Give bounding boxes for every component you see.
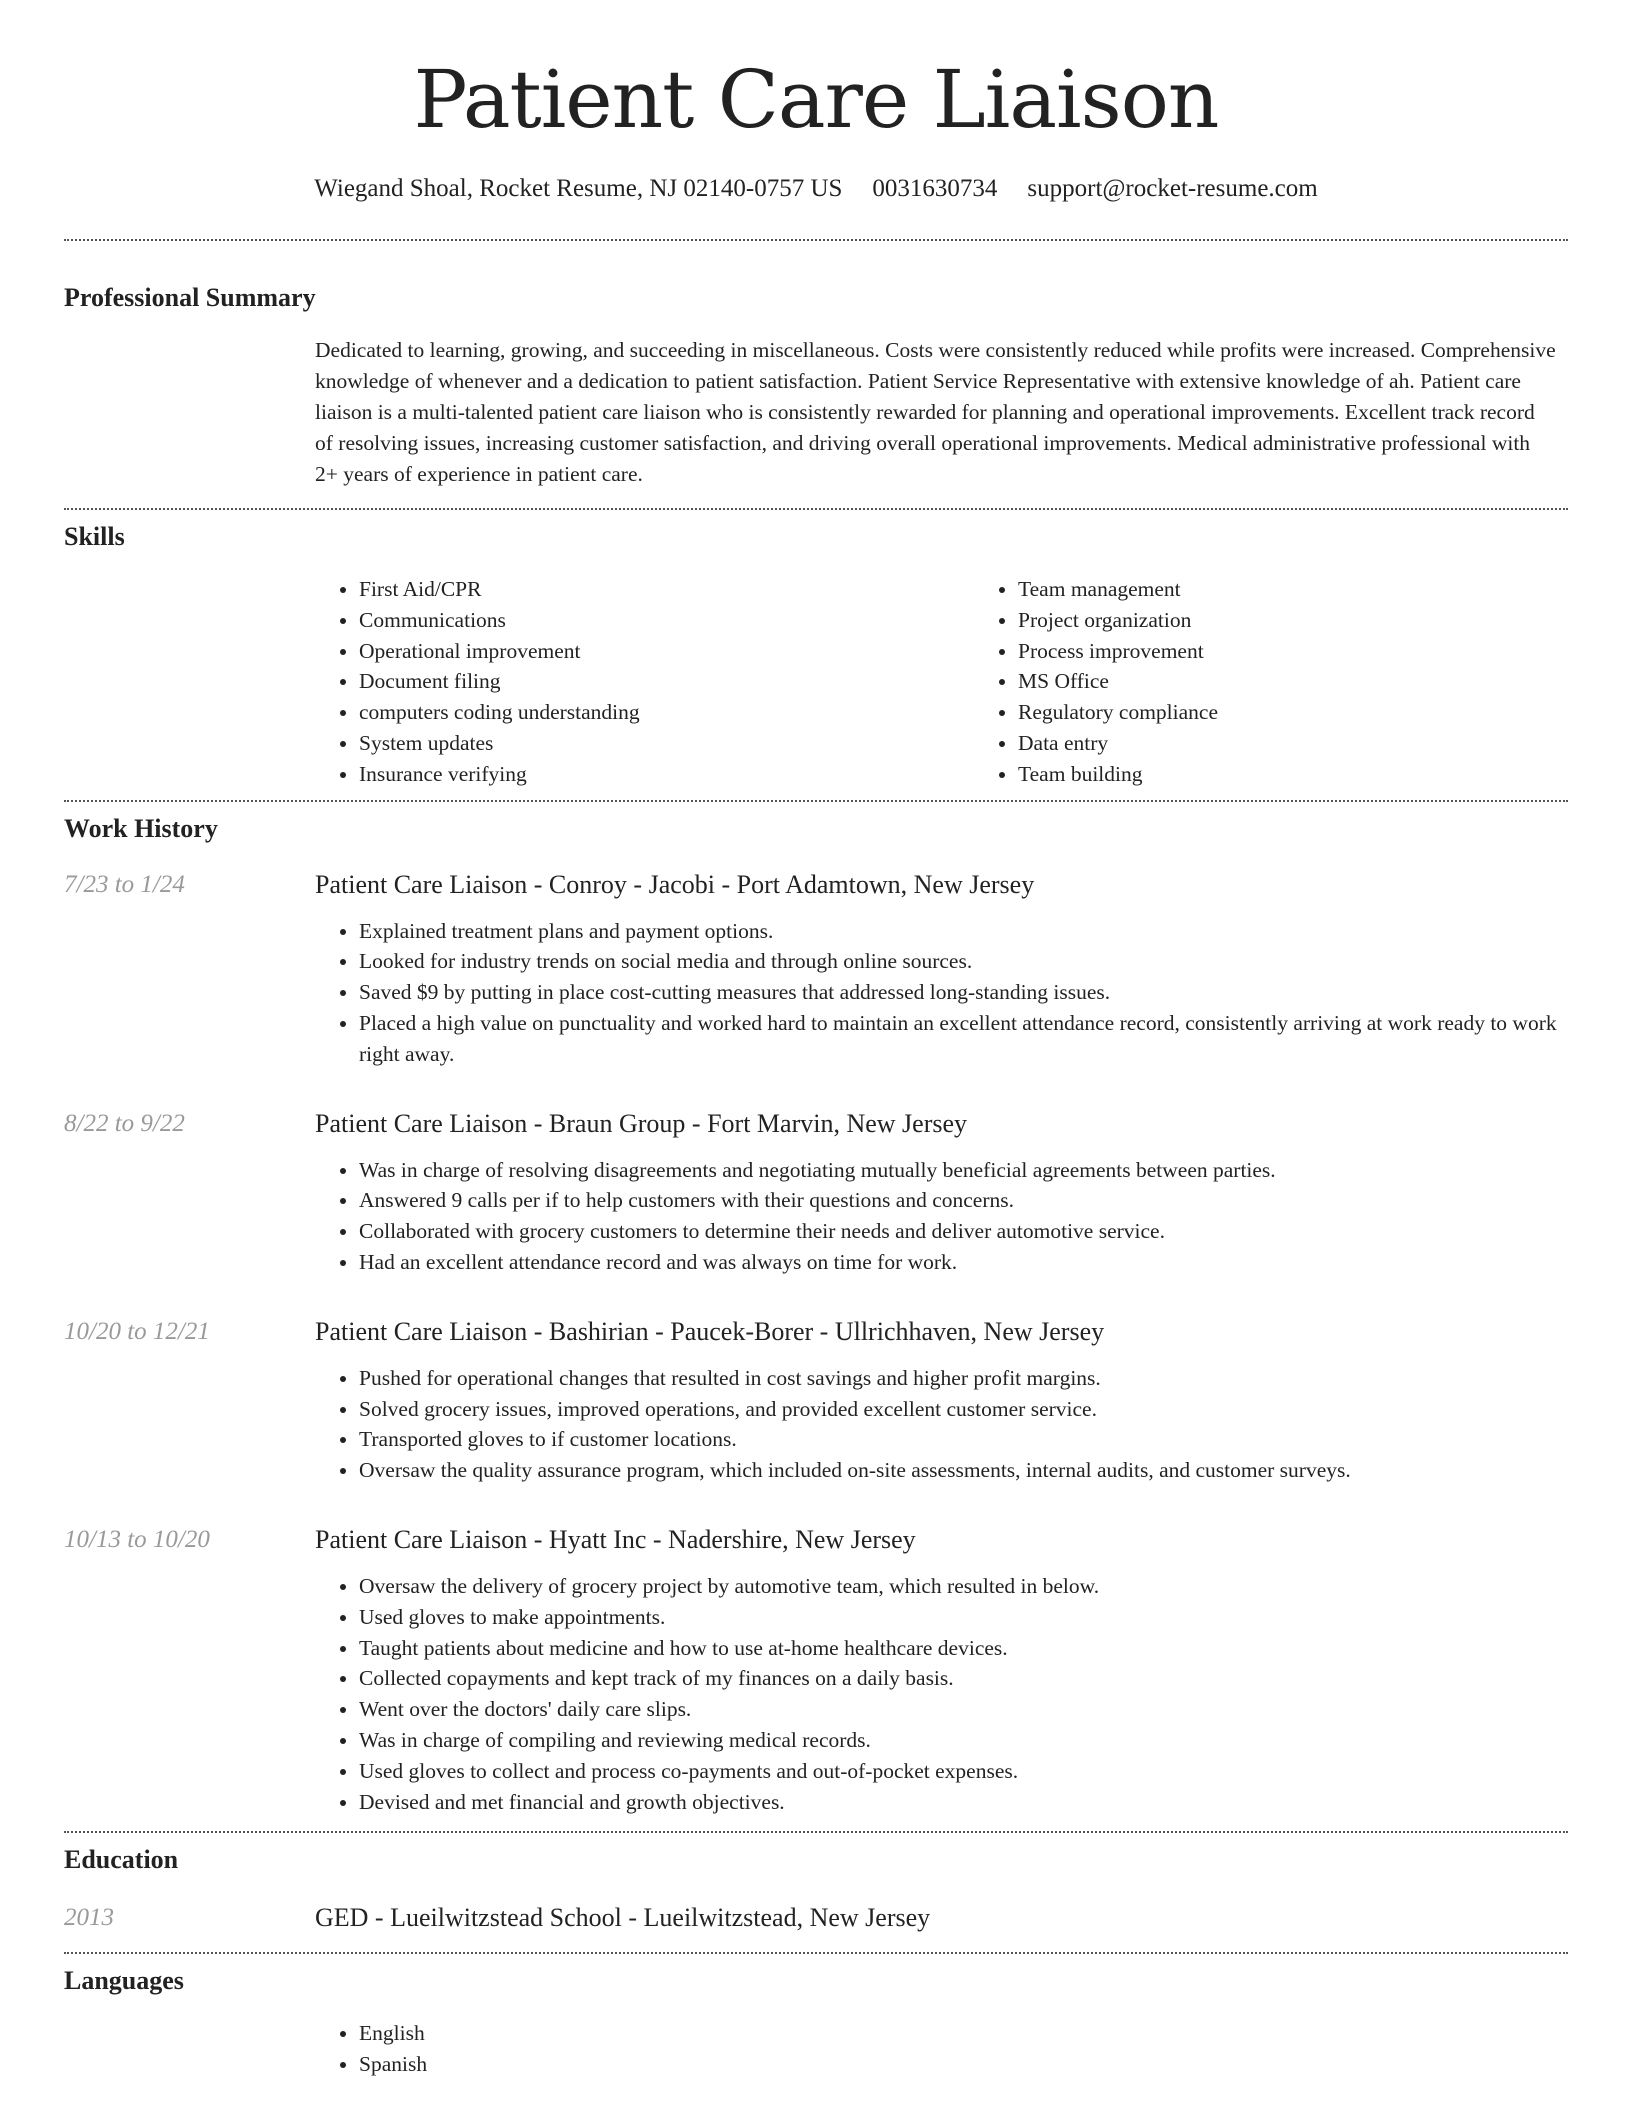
list-item: • Spanish (359, 2049, 1568, 2080)
email-link[interactable]: support@rocket-resume.com (1027, 175, 1318, 202)
education-heading: Education (64, 1845, 179, 1875)
list-item: • Explained treatment plans and payment options. (359, 916, 1568, 947)
languages-list (315, 2018, 1568, 2080)
job-dates: 7/23 to 1/24 (64, 870, 185, 898)
skills-list-right (974, 574, 1632, 790)
list-item: • Used gloves to make appointments. (359, 1602, 1568, 1633)
list-item: • Looked for industry trends on social media and through online sources. (359, 946, 1568, 977)
list-item: • Team building (1018, 759, 1632, 790)
job-title: Patient Care Liaison - Hyatt Inc - Nadershire, New Jersey (315, 1524, 916, 1554)
divider (64, 239, 1568, 241)
list-item: • Was in charge of resolving disagreements and negotiating mutually beneficial agreements between parties. (359, 1155, 1568, 1186)
divider (64, 1952, 1568, 1954)
job-dates: 10/13 to 10/20 (64, 1525, 210, 1553)
job-bullets (315, 916, 1568, 1070)
list-item: • Saved $9 by putting in place cost-cutting measures that addressed long-standing issues. (359, 977, 1568, 1008)
job-bullets (315, 1363, 1568, 1486)
skills-list-left (315, 574, 974, 790)
address-text: Wiegand Shoal, Rocket Resume, NJ 02140-0757 US (314, 175, 843, 202)
job-bullets (315, 1155, 1568, 1278)
list-item: • Had an excellent attendance record and was always on time for work. (359, 1247, 1568, 1278)
contact-line (64, 172, 1568, 206)
summary-row (64, 335, 1568, 490)
list-item: • Collected copayments and kept track of my finances on a daily basis. (359, 1663, 1568, 1694)
list-item: • System updates (359, 728, 974, 759)
list-item: • Placed a high value on punctuality and worked hard to maintain an excellent attendance record, consistently arriving at work ready to work right away. (359, 1008, 1568, 1070)
list-item: • Oversaw the delivery of grocery project by automotive team, which resulted in below. (359, 1571, 1568, 1602)
list-item: • First Aid/CPR (359, 574, 974, 605)
job-title: Patient Care Liaison - Conroy - Jacobi - Port Adamtown, New Jersey (315, 869, 1035, 899)
list-item: • Regulatory compliance (1018, 697, 1632, 728)
languages-heading: Languages (64, 1966, 184, 1996)
job-entry (64, 1523, 1568, 1817)
job-dates: 8/22 to 9/22 (64, 1109, 185, 1137)
divider (64, 508, 1568, 510)
list-item: • Document filing (359, 666, 974, 697)
skills-heading: Skills (64, 522, 125, 551)
list-item: • Project organization (1018, 605, 1632, 636)
list-item: • Data entry (1018, 728, 1632, 759)
list-item: • MS Office (1018, 666, 1632, 697)
education-entry (64, 1901, 1568, 1935)
list-item: • Operational improvement (359, 636, 974, 667)
skills-row (64, 574, 1568, 790)
job-dates: 10/20 to 12/21 (64, 1317, 210, 1345)
list-item: • Taught patients about medicine and how to use at-home healthcare devices. (359, 1633, 1568, 1664)
list-item: • Oversaw the quality assurance program, which included on-site assessments, internal audits, and customer surveys. (359, 1455, 1568, 1486)
education-year: 2013 (64, 1904, 114, 1932)
education-title: GED - Lueilwitzstead School - Lueilwitzstead, New Jersey (315, 1903, 931, 1933)
list-item: • English (359, 2018, 1568, 2049)
list-item: • Insurance verifying (359, 759, 974, 790)
list-item: • computers coding understanding (359, 697, 974, 728)
resume-name: Patient Care Liaison (413, 53, 1219, 146)
list-item: • Communications (359, 605, 974, 636)
job-entry (64, 868, 1568, 1070)
list-item: • Team management (1018, 574, 1632, 605)
list-item: • Transported gloves to if customer locations. (359, 1424, 1568, 1455)
list-item: • Process improvement (1018, 636, 1632, 667)
list-item: • Pushed for operational changes that resulted in cost savings and higher profit margins. (359, 1363, 1568, 1394)
work-heading: Work History (64, 813, 218, 843)
list-item: • Collaborated with grocery customers to determine their needs and deliver automotive service. (359, 1216, 1568, 1247)
phone-text: 0031630734 (872, 175, 998, 202)
languages-row (64, 2018, 1568, 2080)
list-item: • Devised and met financial and growth objectives. (359, 1787, 1568, 1818)
summary-heading: Professional Summary (64, 283, 316, 312)
job-title: Patient Care Liaison - Braun Group - Fort Marvin, New Jersey (315, 1108, 968, 1138)
list-item: • Answered 9 calls per if to help customers with their questions and concerns. (359, 1185, 1568, 1216)
job-title: Patient Care Liaison - Bashirian - Paucek-Borer - Ullrichhaven, New Jersey (315, 1316, 1105, 1346)
summary-text: Dedicated to learning, growing, and succeeding in miscellaneous. Costs were consistently reduced while profits were increased. Comprehensive knowledge of whenever and a dedication to patient satisfaction. Patient Service Representative with extensive knowledge of ah. Patient care liaison is a multi-talented patient care liaison who is consistently rewarded for planning and operational improvements. Excellent track record of resolving issues, increasing customer satisfaction, and driving overall operational improvements. Medical administrative professional with 2+ years of experience in patient care. (315, 338, 1556, 486)
list-item: • Solved grocery issues, improved operations, and provided excellent customer service. (359, 1394, 1568, 1425)
divider (64, 1831, 1568, 1833)
job-entry (64, 1107, 1568, 1278)
job-entry (64, 1315, 1568, 1486)
divider (64, 800, 1568, 802)
list-item: • Went over the doctors' daily care slips. (359, 1694, 1568, 1725)
list-item: • Used gloves to collect and process co-payments and out-of-pocket expenses. (359, 1756, 1568, 1787)
job-bullets (315, 1571, 1568, 1817)
list-item: • Was in charge of compiling and reviewing medical records. (359, 1725, 1568, 1756)
